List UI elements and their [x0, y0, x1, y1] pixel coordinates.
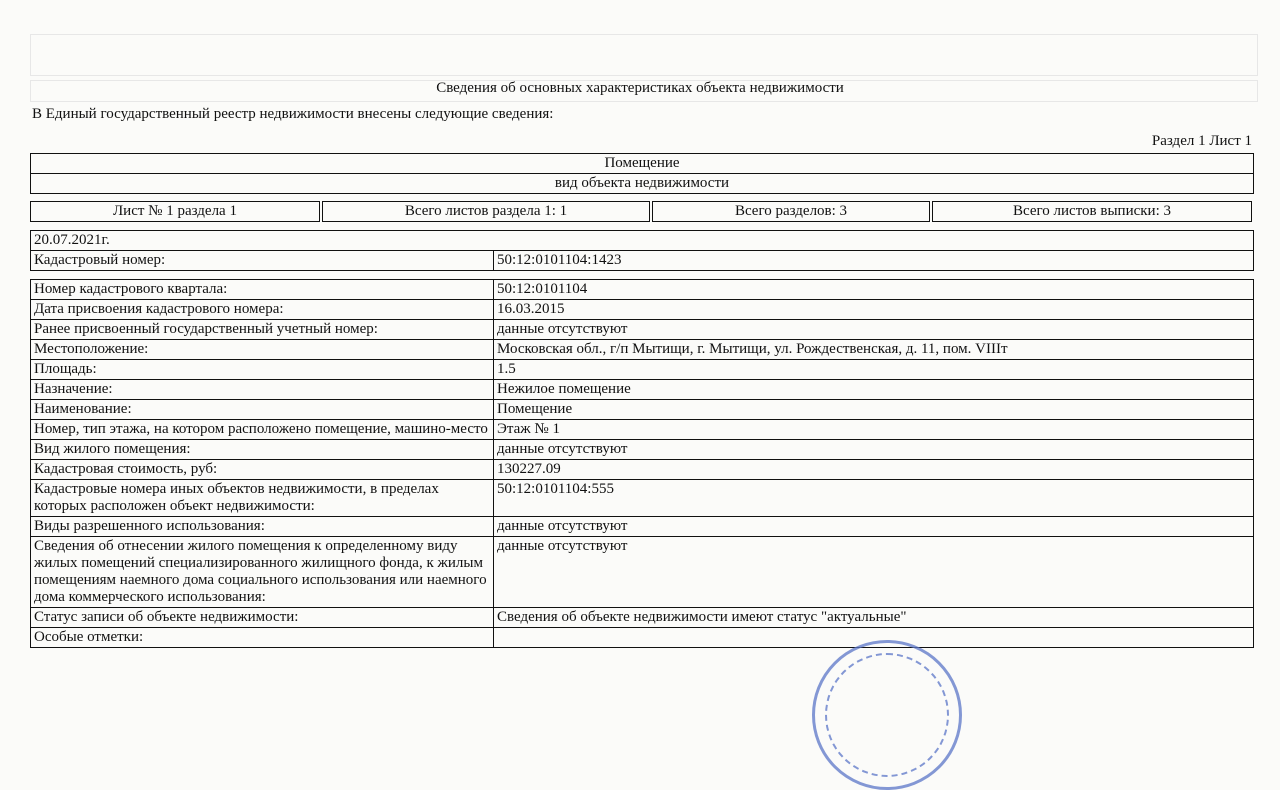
object-type-caption-cell	[30, 173, 1254, 194]
date-row	[31, 231, 1254, 251]
sheet-number: Лист № 1 раздела 1	[30, 201, 320, 222]
characteristic-value: 1.5	[494, 360, 1254, 380]
cadastral-label: Кадастровый номер:	[31, 251, 494, 271]
characteristic-value: 16.03.2015	[494, 300, 1254, 320]
characteristic-label: Особые отметки:	[31, 628, 494, 648]
characteristic-label: Наименование:	[31, 400, 494, 420]
characteristic-row	[31, 380, 1254, 400]
sheet-meta-row	[30, 201, 1254, 222]
characteristic-row	[31, 300, 1254, 320]
characteristic-label: Номер кадастрового квартала:	[31, 280, 494, 300]
characteristic-value: данные отсутствуют	[494, 320, 1254, 340]
characteristic-value: данные отсутствуют	[494, 517, 1254, 537]
characteristic-row	[31, 537, 1254, 608]
cadastral-row	[31, 251, 1254, 271]
sheets-in-section: Всего листов раздела 1: 1	[322, 201, 650, 222]
characteristic-label: Кадастровые номера иных объектов недвижимости, в пределах которых расположен объект недвижимости:	[31, 480, 494, 517]
characteristic-value: Помещение	[494, 400, 1254, 420]
object-type-cell	[30, 153, 1254, 174]
characteristic-label: Статус записи об объекте недвижимости:	[31, 608, 494, 628]
characteristic-row	[31, 460, 1254, 480]
object-type-caption: вид объекта недвижимости	[554, 175, 730, 191]
characteristic-row	[31, 420, 1254, 440]
bleed-through-box	[30, 34, 1258, 76]
characteristic-value: 130227.09	[494, 460, 1254, 480]
characteristic-value: данные отсутствуют	[494, 537, 1254, 608]
characteristic-value: Нежилое помещение	[494, 380, 1254, 400]
header-table	[30, 230, 1254, 271]
cadastral-value: 50:12:0101104:1423	[494, 251, 1254, 271]
characteristic-value: Сведения об объекте недвижимости имеют статус "актуальные"	[494, 608, 1254, 628]
intro-text: В Единый государственный реестр недвижимости внесены следующие сведения:	[32, 106, 554, 122]
characteristic-row	[31, 440, 1254, 460]
characteristic-label: Кадастровая стоимость, руб:	[31, 460, 494, 480]
characteristic-value: 50:12:0101104	[494, 280, 1254, 300]
characteristic-label: Сведения об отнесении жилого помещения к определенному виду жилых помещений специализированного жилищного фонда, к жилым помещениям наемного дома социального использования или наемного дома коммерческого использования:	[31, 537, 494, 608]
official-seal-ring	[825, 653, 949, 777]
characteristic-row	[31, 628, 1254, 648]
characteristic-label: Дата присвоения кадастрового номера:	[31, 300, 494, 320]
document-title: Сведения об основных характеристиках объекта недвижимости	[436, 80, 844, 96]
characteristic-value: Московская обл., г/п Мытищи, г. Мытищи, ул. Рождественская, д. 11, пом. VIIIт	[494, 340, 1254, 360]
sections-total: Всего разделов: 3	[652, 201, 930, 222]
characteristic-value: 50:12:0101104:555	[494, 480, 1254, 517]
characteristic-row	[31, 608, 1254, 628]
characteristic-label: Назначение:	[31, 380, 494, 400]
section-reference: Раздел 1 Лист 1	[1151, 133, 1252, 149]
characteristic-label: Номер, тип этажа, на котором расположено помещение, машино-место	[31, 420, 494, 440]
official-seal	[812, 640, 962, 790]
sheets-total: Всего листов выписки: 3	[932, 201, 1252, 222]
characteristic-value: Этаж № 1	[494, 420, 1254, 440]
characteristic-label: Площадь:	[31, 360, 494, 380]
characteristic-label: Вид жилого помещения:	[31, 440, 494, 460]
characteristic-label: Виды разрешенного использования:	[31, 517, 494, 537]
extract-date: 20.07.2021г.	[31, 231, 1254, 251]
characteristic-label: Ранее присвоенный государственный учетный номер:	[31, 320, 494, 340]
characteristic-row	[31, 517, 1254, 537]
characteristic-label: Местоположение:	[31, 340, 494, 360]
characteristic-value: данные отсутствуют	[494, 440, 1254, 460]
characteristic-row	[31, 400, 1254, 420]
characteristic-row	[31, 320, 1254, 340]
characteristic-row	[31, 280, 1254, 300]
characteristics-table	[30, 279, 1254, 648]
characteristic-row	[31, 360, 1254, 380]
object-type: Помещение	[604, 155, 680, 171]
characteristic-row	[31, 480, 1254, 517]
characteristic-row	[31, 340, 1254, 360]
